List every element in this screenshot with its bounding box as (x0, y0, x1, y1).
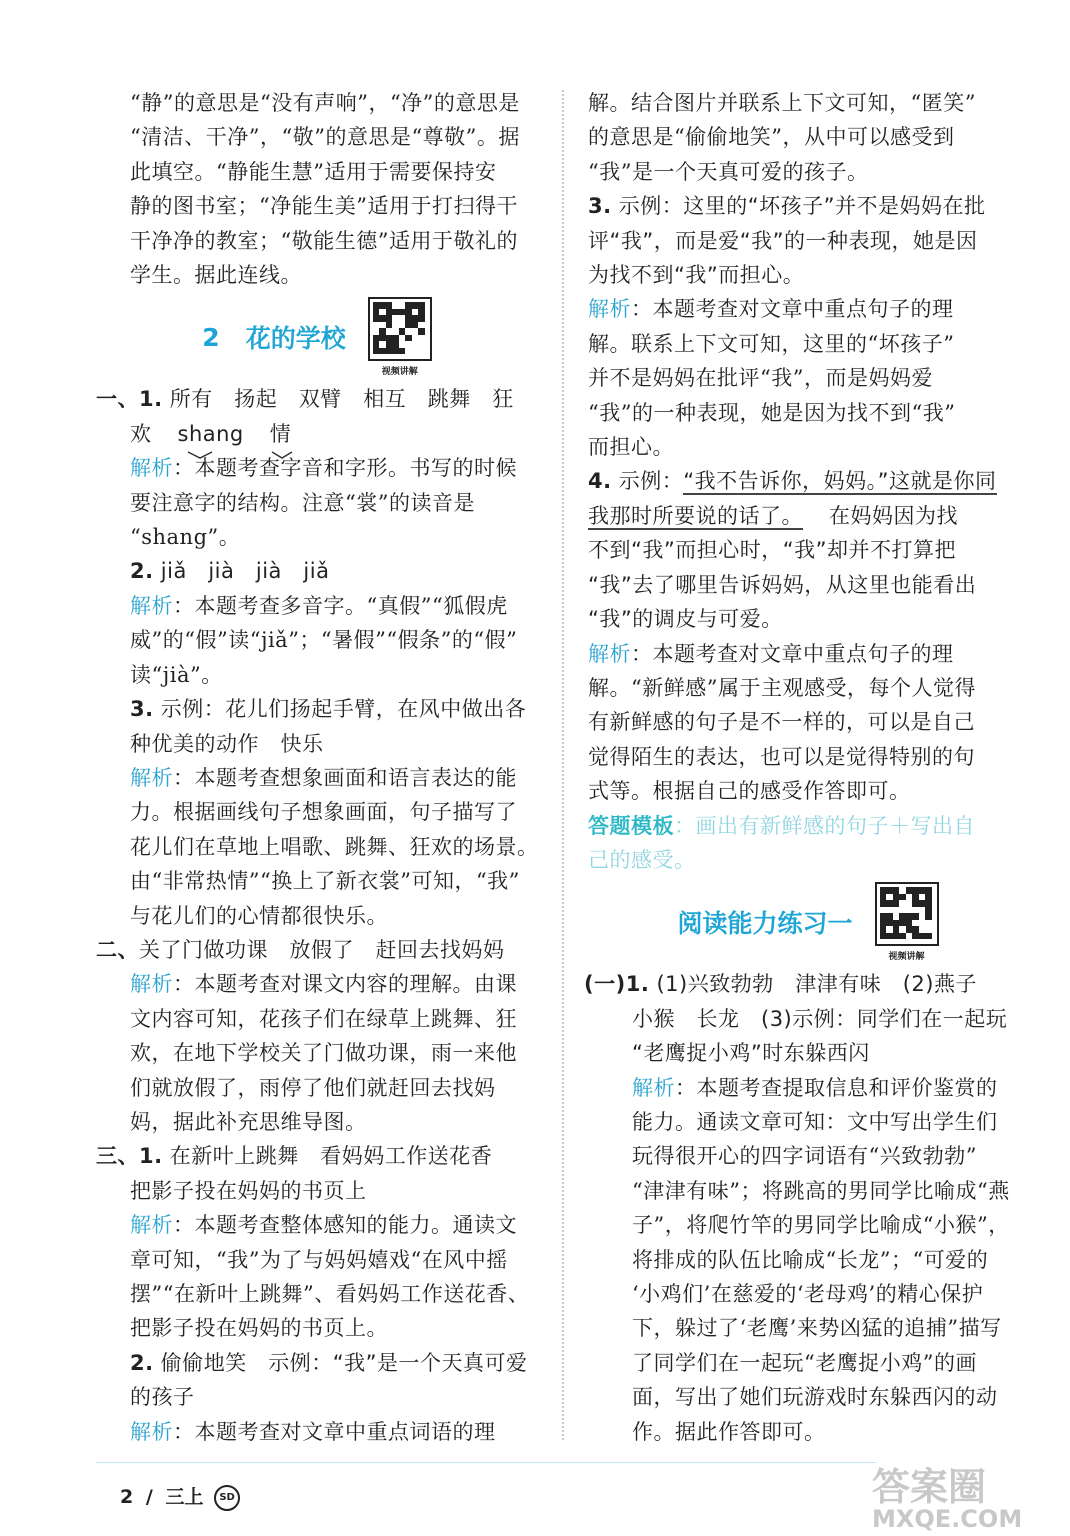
char-text: 情 (269, 421, 292, 446)
section-mark: 三、 (96, 1144, 139, 1169)
underline-mark-icon (270, 451, 294, 459)
question-number: 4. (588, 469, 612, 494)
lesson-heading (96, 292, 538, 382)
analysis-line: 子”，将爬竹竿的男同学比喻成“小猴”， (632, 1213, 1010, 1238)
answer-text: 欢 (130, 421, 152, 446)
analysis-label: 解析 (130, 972, 173, 997)
underlined-text: “我不告诉你，妈妈。”这就是你同 (683, 469, 997, 494)
template-line (588, 809, 1028, 843)
analysis-line (96, 1208, 538, 1242)
text-line: 静的图书室；“净能生美”适用于打扫得干 (130, 194, 518, 219)
text-line: 解。结合图片并联系上下文可知，“匿笑” (588, 91, 976, 115)
analysis-label: 解析 (130, 1213, 173, 1238)
exercise-title: 阅读能力练习一 (677, 909, 853, 939)
left-column (96, 86, 538, 1449)
analysis-line: 把影子投在妈妈的书页上。 (130, 1316, 388, 1341)
pinyin-text: shang (177, 421, 244, 446)
qr-code[interactable] (875, 882, 939, 962)
analysis-line: 而担心。 (588, 435, 674, 460)
analysis-line: 欢，在地下学校关了门做功课，雨一来他 (130, 1041, 517, 1066)
text-line: “清洁、干净”，“敬”的意思是“尊敬”。据 (130, 125, 520, 150)
analysis-line: “我”的一种表现，她是因为找不到“我” (588, 400, 956, 425)
analysis-line: 玩得很开心的四字词语有“兴致勃勃” (632, 1144, 977, 1169)
answer-line: 小猴 长龙 (3)示例：同学们在一起玩 (632, 1006, 1008, 1031)
analysis-line (588, 637, 1028, 671)
analysis-line: 文内容可知，花孩子们在绿草上跳舞、狂 (130, 1006, 517, 1031)
analysis-label: 解析 (130, 593, 173, 618)
text-line: “静”的意思是“没有声响”，“净”的意思是 (130, 91, 520, 115)
analysis-line: “津津有味”；将跳高的男同学比喻成“燕 (632, 1178, 1010, 1203)
analysis-label: 解析 (632, 1075, 675, 1100)
footer-separator: / (145, 1486, 153, 1508)
exercise-heading (588, 877, 1028, 967)
section-mark: 一、 (96, 387, 139, 412)
pinyin-answer (178, 417, 244, 451)
analysis-text: ：本题考查对文章中重点词语的理 (173, 1419, 496, 1444)
analysis-line: 妈，据此补充思维导图。 (130, 1109, 367, 1134)
answer-line: 为找不到“我”而担心。 (588, 263, 805, 288)
answer-line: 种优美的动作 快乐 (130, 731, 324, 756)
analysis-text: ：本题考查整体感知的能力。通读文 (173, 1213, 517, 1238)
analysis-line: 与花儿们的心情都很快乐。 (130, 903, 388, 928)
qr-code-icon (875, 882, 939, 946)
analysis-line: ‘小鸡们’在慈爱的‘老母鸡’的精心保护 (632, 1282, 984, 1306)
analysis-text: ：本题考查对文章中重点句子的理 (631, 641, 954, 666)
answer-line: “我”去了哪里告诉妈妈，从这里也能看出 (588, 572, 977, 597)
footer-rule (96, 1462, 876, 1463)
sd-badge-icon: SD (214, 1485, 240, 1511)
text-line: 干净净的教室；“敬能生德”适用于敬礼的 (130, 228, 518, 253)
analysis-line: 面，写出了她们玩游戏时东躲西闪的动 (632, 1385, 998, 1410)
answer-line (588, 499, 1028, 533)
answer-line: 的孩子 (130, 1385, 195, 1410)
analysis-line (96, 451, 538, 485)
analysis-label: 解析 (130, 1419, 173, 1444)
text-line: 学生。据此连线。 (130, 263, 302, 288)
analysis-line: 有新鲜感的句子是不一样的，可以是自己 (588, 710, 975, 735)
analysis-line: 作。据此作答即可。 (632, 1419, 826, 1444)
watermark-url: MXQE.COM (872, 1505, 1023, 1533)
analysis-line: 下，躲过了‘老鹰’来势凶猛的追捕”描写 (632, 1316, 1002, 1341)
template-text: ：画出有新鲜感的句子＋写出自 (674, 813, 975, 838)
answer-text: 在妈妈因为找 (829, 503, 958, 528)
answer-line (96, 554, 538, 588)
page-number: 2 (120, 1486, 134, 1508)
answer-line (588, 464, 1028, 498)
template-line: 己的感受。 (588, 847, 696, 872)
analysis-label: 解析 (130, 765, 173, 790)
answer-text: 示例：花儿们扬起手臂，在风中做出各 (160, 697, 527, 722)
answer-line (588, 189, 1028, 223)
analysis-label: 解析 (588, 641, 631, 666)
watermark (872, 1456, 1022, 1533)
analysis-text: ：本题考查对文章中重点句子的理 (631, 297, 954, 322)
analysis-line: “shang”。 (130, 525, 241, 550)
analysis-line: 了同学们在一起玩“老鹰捉小鸡”的画 (632, 1350, 977, 1375)
analysis-line: 式等。根据自己的感受作答即可。 (588, 779, 911, 804)
analysis-line: 觉得陌生的表达，也可以是觉得特别的句 (588, 744, 975, 769)
qr-code[interactable] (368, 297, 432, 377)
analysis-line: 能力。通读文章可知：文中写出学生们 (632, 1109, 998, 1134)
analysis-text: ：本题考查对课文内容的理解。由课 (173, 972, 517, 997)
answer-text: 关了门做功课 放假了 赶回去找妈妈 (139, 937, 505, 962)
underline-mark-icon (178, 451, 238, 459)
analysis-line (96, 761, 538, 795)
answer-text: 偷偷地笑 示例：“我”是一个天真可爱 (160, 1350, 528, 1375)
text-line: 的意思是“偷偷地笑”，从中可以感受到 (588, 125, 955, 150)
right-column (584, 86, 1028, 1449)
analysis-text: ：本题考查想象画面和语言表达的能 (173, 765, 517, 790)
answer-text: 示例：这里的“坏孩子”并不是妈妈在批 (618, 194, 986, 219)
question-number: 1. (139, 1144, 163, 1169)
answer-line (96, 933, 538, 967)
analysis-line: 力。根据画线句子想象画面，句子描写了 (130, 800, 517, 825)
answer-line: 不到“我”而担心时，“我”却并不打算把 (588, 538, 957, 563)
question-number: 1. (625, 972, 650, 997)
answer-line (584, 967, 1028, 1001)
qr-code-icon (368, 297, 432, 361)
analysis-line: 将排成的队伍比喻成“长龙”；“可爱的 (632, 1247, 989, 1272)
section-mark: 二、 (96, 937, 139, 962)
answer-text: 示例： (618, 469, 684, 494)
analysis-label: 解析 (130, 456, 173, 481)
answer-text: 所有 扬起 双臂 相互 跳舞 狂 (169, 387, 514, 412)
lesson-number: 2 (202, 322, 220, 352)
grade-label: 三上 (165, 1486, 204, 1508)
analysis-line (96, 589, 538, 623)
section-mark: (一) (584, 972, 626, 997)
lesson-title: 花的学校 (245, 324, 346, 354)
answer-line: “老鹰捉小鸡”时东躲西闪 (632, 1041, 870, 1066)
answer-line (96, 692, 538, 726)
question-number: 2. (130, 559, 154, 584)
answer-line (96, 1139, 538, 1173)
page-footer (120, 1482, 240, 1511)
text-line: “我”是一个天真可爱的孩子。 (588, 159, 869, 184)
question-number: 3. (130, 697, 154, 722)
answer-text: jiǎ jià jià jiǎ (160, 559, 330, 584)
analysis-line: 们就放假了，雨停了他们就赶回去找妈 (130, 1075, 496, 1100)
analysis-line: 摆”“在新叶上跳舞”、看妈妈工作送花香、 (130, 1282, 530, 1306)
analysis-line: 由“非常热情”“换上了新衣裳”可知，“我” (130, 869, 520, 894)
text-line: 此填空。“静能生慧”适用于需要保持安 (130, 159, 497, 184)
analysis-line: 读“jià”。 (130, 662, 223, 687)
column-divider (562, 90, 564, 1440)
answer-text: 在新叶上跳舞 看妈妈工作送花香 (169, 1144, 493, 1169)
qr-caption: 视频讲解 (888, 952, 925, 963)
analysis-line: 威”的“假”读“jiǎ”；“暑假”“假条”的“假” (130, 628, 518, 653)
analysis-line: 花儿们在草地上唱歌、跳舞、狂欢的场景。 (130, 834, 539, 859)
watermark-logo: 答案圈 (872, 1465, 987, 1509)
question-number: 3. (588, 194, 612, 219)
answer-line (96, 382, 538, 416)
template-label: 答题模板 (588, 813, 674, 838)
analysis-label: 解析 (588, 297, 631, 322)
analysis-text: ：本题考查字音和字形。书写的时候 (173, 456, 517, 481)
answer-line: “我”的调皮与可爱。 (588, 607, 783, 632)
analysis-line: 章可知，“我”为了与妈妈嬉戏“在风中摇 (130, 1247, 508, 1272)
answer-line: 评“我”，而是爱“我”的一种表现，她是因 (588, 228, 978, 253)
analysis-line (96, 1415, 538, 1449)
answer-text: (1)兴致勃勃 津津有味 (2)燕子 (656, 972, 977, 997)
analysis-line: 解。“新鲜感”属于主观感受，每个人觉得 (588, 675, 976, 700)
analysis-line (96, 967, 538, 1001)
analysis-line (588, 1071, 1028, 1105)
answer-line (96, 1346, 538, 1380)
analysis-line (588, 292, 1028, 326)
answer-line (96, 417, 538, 451)
char-answer (270, 417, 292, 451)
analysis-text: ：本题考查多音字。“真假”“狐假虎 (173, 593, 508, 618)
answer-line: 把影子投在妈妈的书页上 (130, 1178, 367, 1203)
question-number: 2. (130, 1350, 154, 1375)
analysis-text: ：本题考查提取信息和评价鉴赏的 (675, 1075, 998, 1100)
analysis-line: 解。联系上下文可知，这里的“坏孩子” (588, 331, 955, 356)
qr-caption: 视频讲解 (381, 367, 418, 378)
question-number: 1. (139, 387, 163, 412)
analysis-line: 要注意字的结构。注意“裳”的读音是 (130, 490, 475, 515)
underlined-text: 我那时所要说的话了。 (588, 503, 803, 528)
analysis-line: 并不是妈妈在批评“我”，而是妈妈爱 (588, 366, 933, 391)
